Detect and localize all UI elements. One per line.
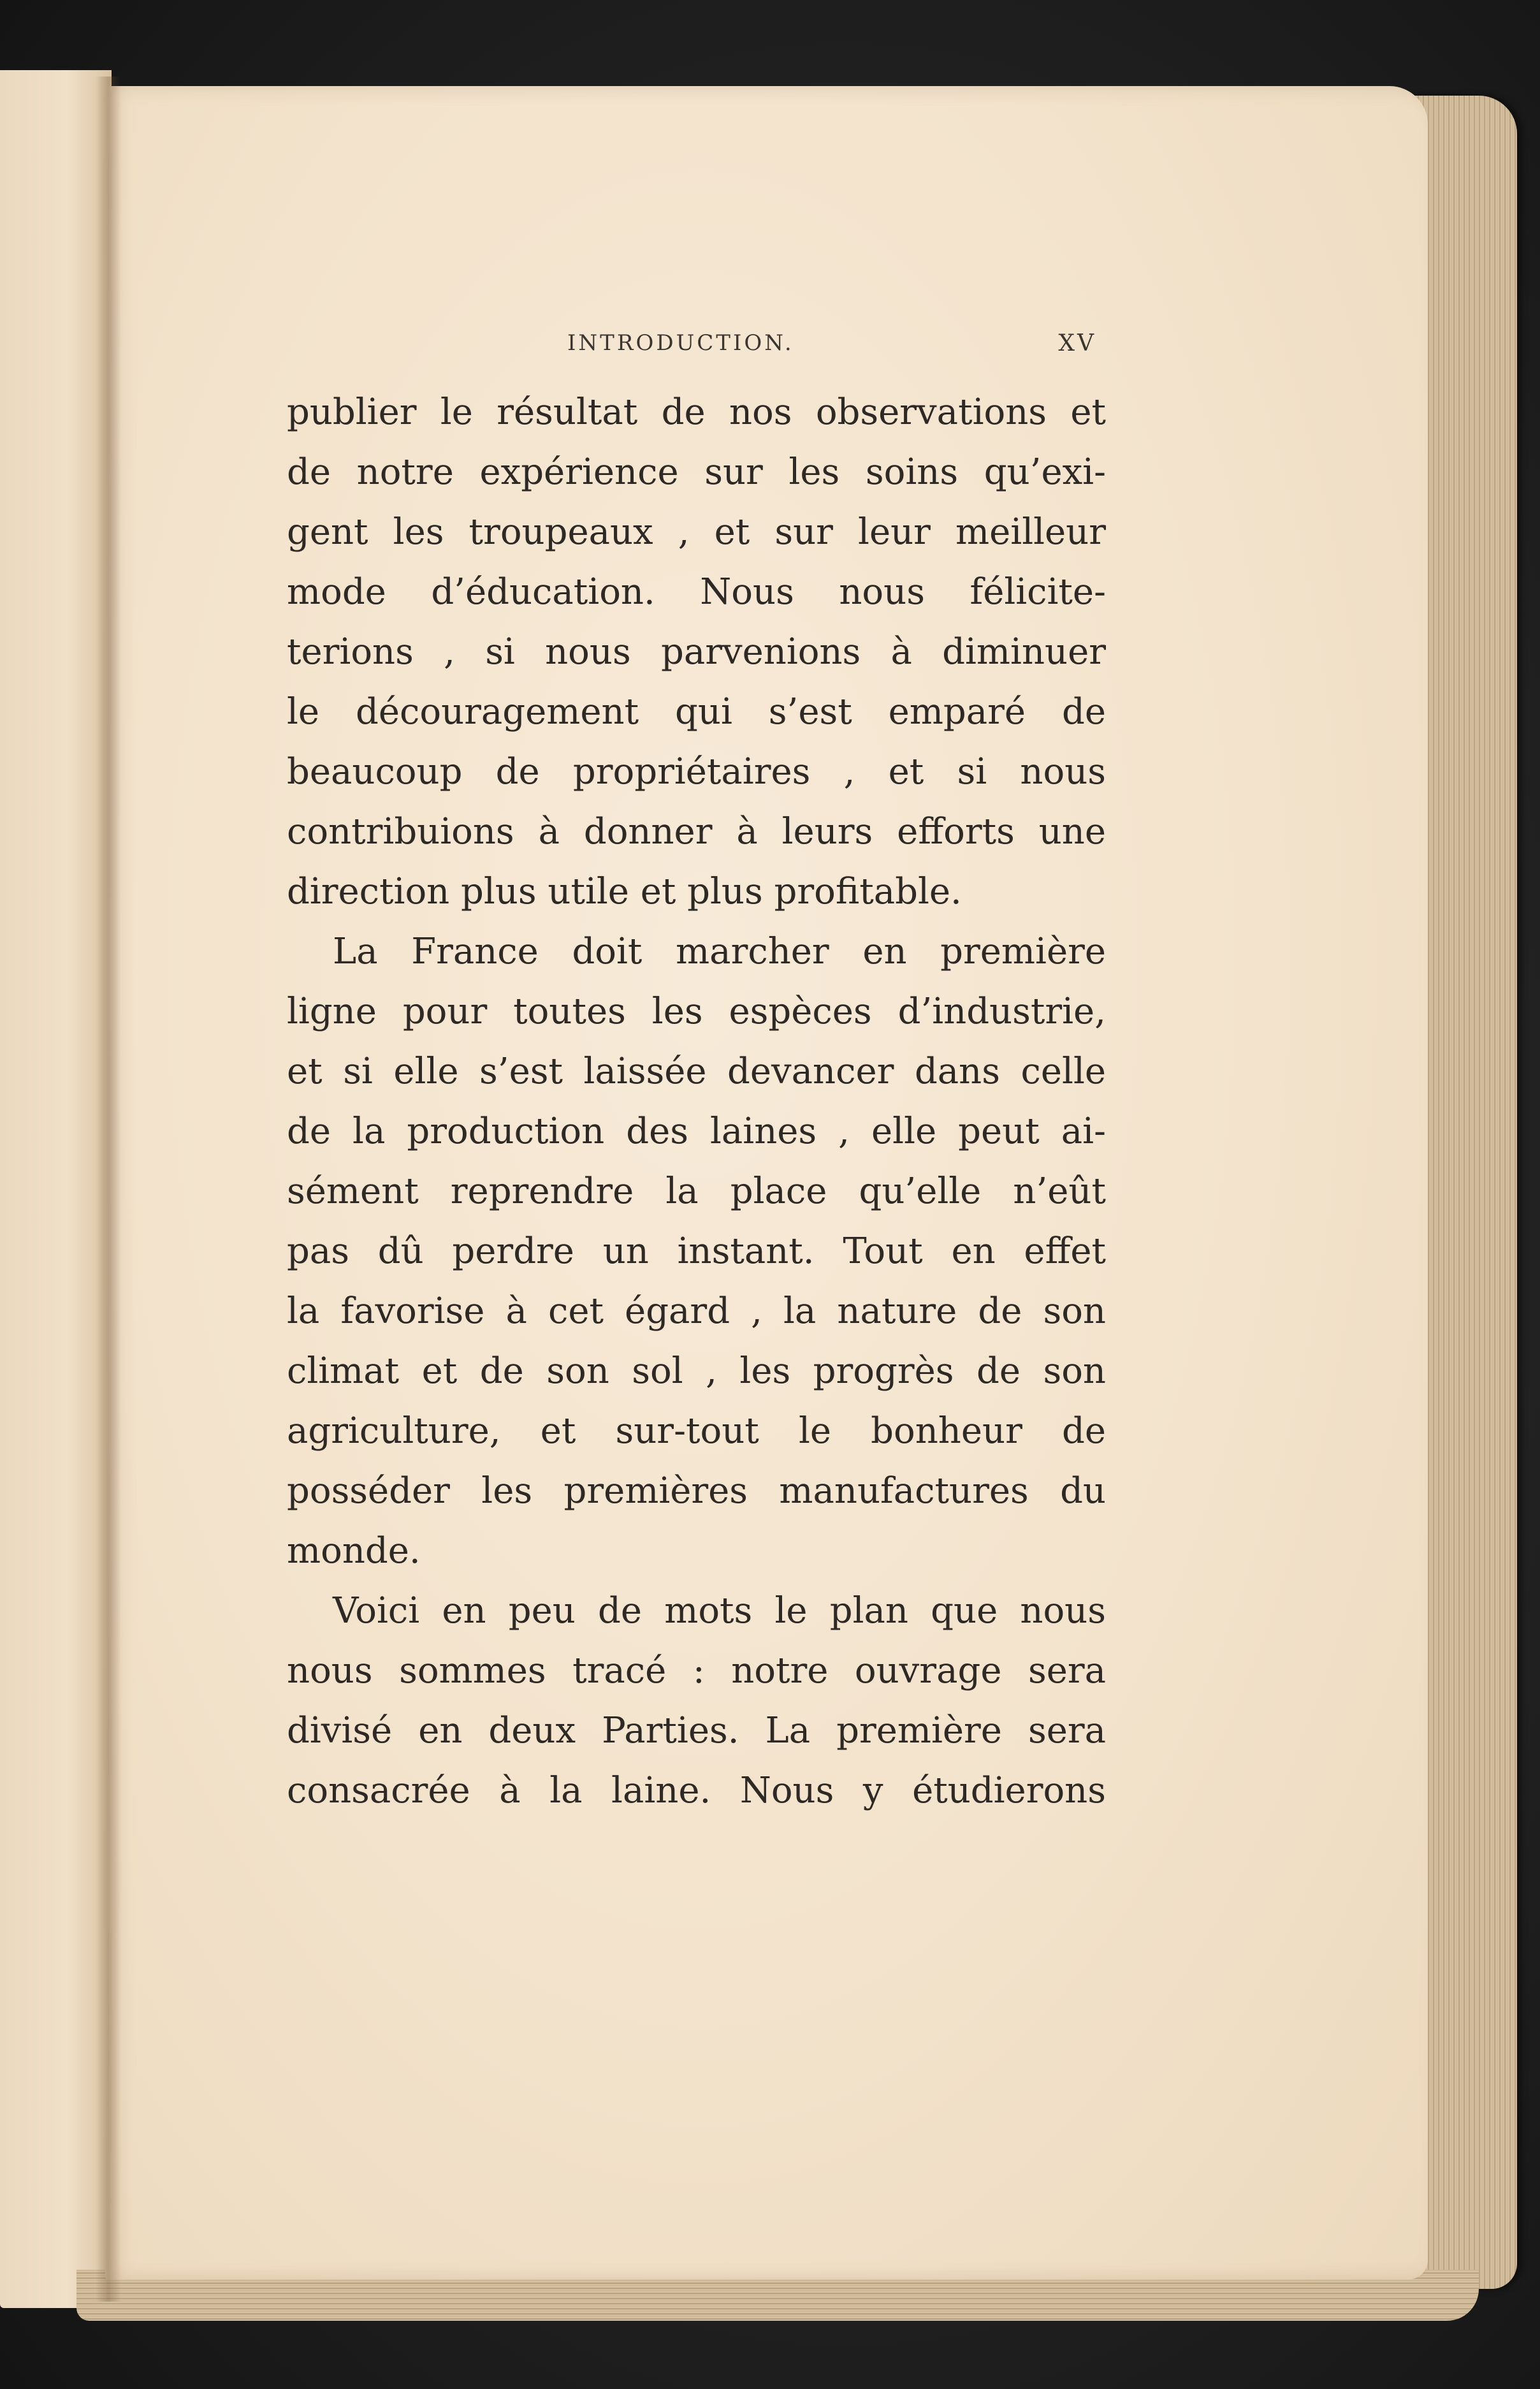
text-line: gent les troupeaux , et sur leur meilleur — [287, 511, 1106, 553]
text-line: posséder les premières manufactures du — [287, 1470, 1106, 1512]
body-text — [287, 383, 1106, 1821]
text-line: beaucoup de propriétaires , et si nous — [287, 751, 1106, 793]
text-line: divisé en deux Parties. La première sera — [287, 1710, 1106, 1751]
text-line: publier le résultat de nos observations et — [287, 391, 1106, 433]
text-line: mode d’éducation. Nous nous félicite- — [287, 571, 1106, 613]
page-number: XV — [1058, 330, 1096, 356]
text-line: monde. — [287, 1530, 421, 1572]
text-line: le découragement qui s’est emparé de — [287, 691, 1106, 733]
text-line: terions , si nous parvenions à diminuer — [287, 631, 1106, 673]
text-line: Voici en peu de mots le plan que nous — [333, 1590, 1106, 1632]
text-line: consacrée à la laine. Nous y étudierons — [287, 1770, 1106, 1811]
text-line: et si elle s’est laissée devancer dans celle — [287, 1051, 1106, 1092]
text-line: direction plus utile et plus profitable. — [287, 871, 962, 912]
text-line: pas dû perdre un instant. Tout en effet — [287, 1231, 1106, 1272]
text-line: nous sommes tracé : notre ouvrage sera — [287, 1650, 1106, 1691]
text-line: sément reprendre la place qu’elle n’eût — [287, 1171, 1106, 1212]
text-line: ligne pour toutes les espèces d’industrie, — [287, 991, 1106, 1032]
text-line: agriculture, et sur-tout le bonheur de — [287, 1410, 1106, 1452]
binding-gutter — [96, 77, 121, 2302]
text-line: la favorise à cet égard , la nature de son — [287, 1290, 1106, 1332]
running-title: INTRODUCTION. — [567, 330, 794, 356]
text-line: de la production des laines , elle peut ai- — [287, 1111, 1106, 1152]
text-line: La France doit marcher en première — [333, 931, 1106, 972]
text-line: climat et de son sol , les progrès de son — [287, 1350, 1106, 1392]
facing-page-edge — [0, 70, 112, 2308]
running-head — [287, 330, 1115, 369]
text-line: de notre expérience sur les soins qu’exi- — [287, 451, 1106, 493]
text-line: contribuions à donner à leurs efforts une — [287, 811, 1106, 852]
